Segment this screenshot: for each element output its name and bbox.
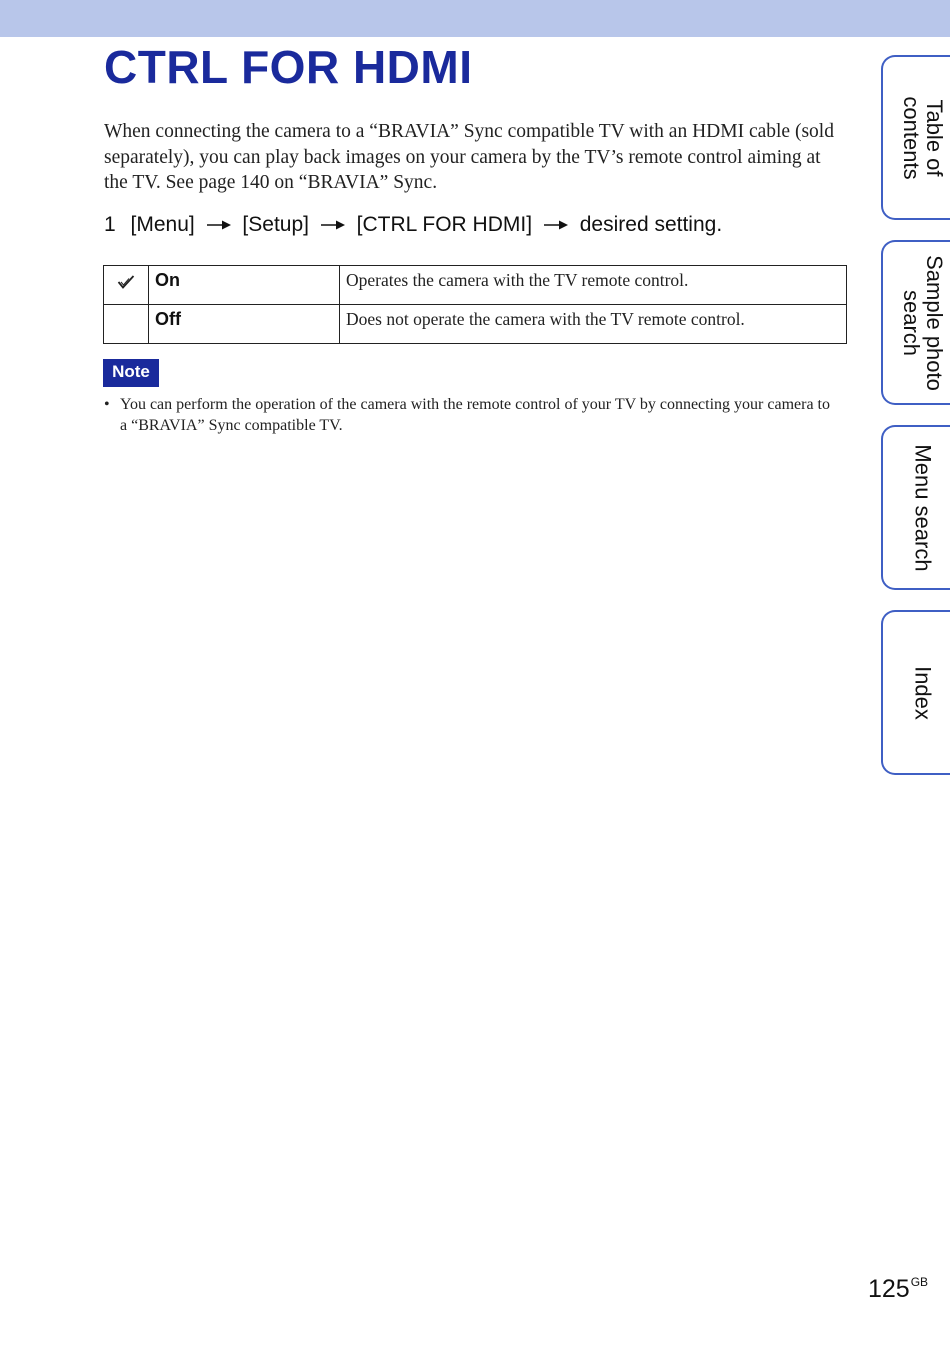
table-row xyxy=(104,305,847,344)
tab-table-of-contents[interactable] xyxy=(881,55,950,220)
bullet: • xyxy=(104,396,110,413)
setting-name: On xyxy=(149,266,340,305)
menu-path-item: [Menu] xyxy=(130,213,195,236)
page-number: $125^{GB}$ xyxy=(868,1275,929,1303)
note-list-item xyxy=(104,394,839,436)
setting-description: Does not operate the camera with the TV remote control. xyxy=(340,305,847,344)
tab-menu-search[interactable] xyxy=(881,425,950,590)
setting-name: Off xyxy=(149,305,340,344)
menu-path-item: desired setting. xyxy=(579,213,723,236)
step-number: 1 xyxy=(104,213,116,236)
checkmark-icon xyxy=(117,274,135,295)
arrow-right-icon xyxy=(320,213,346,237)
menu-path-item: [CTRL FOR HDMI] xyxy=(356,213,533,236)
settings-table xyxy=(103,265,847,344)
top-header-band xyxy=(0,0,950,37)
intro-paragraph: When connecting the camera to a “BRAVIA” Sync compatible TV with an HDMI cable (sold separately), you can play back images on your camera by the TV’s remote control aiming at the TV. See page 140 on “BRAVIA” Sync. xyxy=(104,121,834,193)
page-suffix: GB xyxy=(910,1275,929,1289)
note-text: You can perform the operation of the camera with the remote control of your TV by connecting your camera to a “BRAVIA” Sync compatible TV. xyxy=(120,396,830,434)
arrow-right-icon xyxy=(206,213,232,237)
setting-description: Operates the camera with the TV remote control. xyxy=(340,266,847,305)
tab-label: Index xyxy=(910,665,936,720)
arrow-right-icon xyxy=(543,213,569,237)
tab-index[interactable] xyxy=(881,610,950,775)
default-marker-cell xyxy=(104,266,149,305)
note-label: Note xyxy=(103,359,159,387)
menu-path-step xyxy=(104,213,722,237)
tab-label: Menu search xyxy=(910,443,936,572)
table-row xyxy=(104,266,847,305)
default-marker-cell xyxy=(104,305,149,344)
tab-label: Sample photo search xyxy=(899,254,947,391)
menu-path-item: [Setup] xyxy=(242,213,309,236)
page-title: CTRL FOR HDMI xyxy=(104,41,473,93)
tab-sample-photo-search[interactable] xyxy=(881,240,950,405)
tab-label: Table of contents xyxy=(899,95,947,180)
